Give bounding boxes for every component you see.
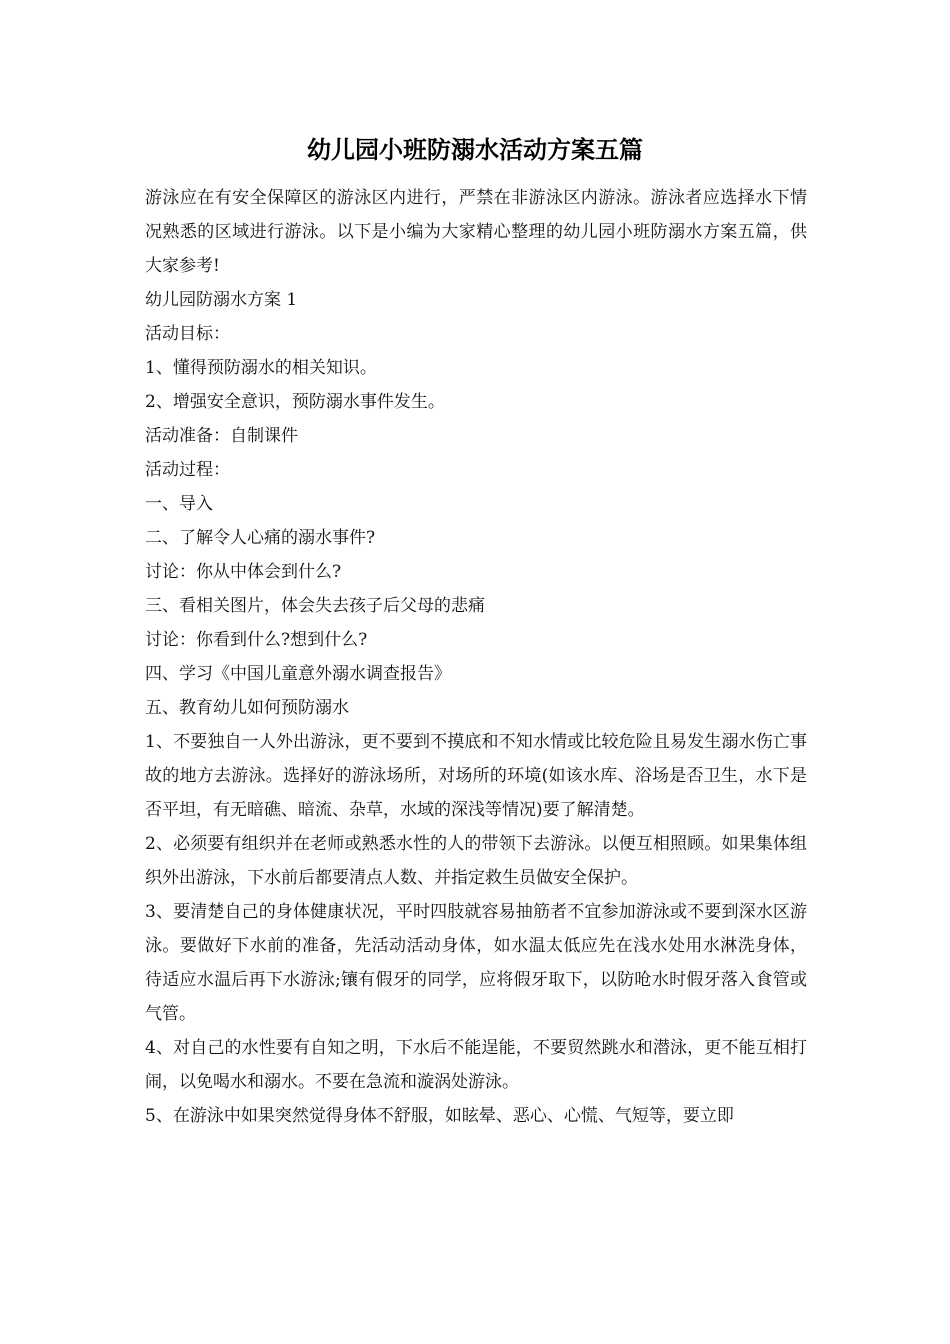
discussion-line: 讨论：你看到什么?想到什么? xyxy=(145,630,368,650)
goal-item: 1、懂得预防溺水的相关知识。 xyxy=(145,358,377,378)
process-step: 二、了解令人心痛的溺水事件? xyxy=(145,528,376,548)
goals-heading: 活动目标： xyxy=(145,324,230,344)
intro-paragraph: 游泳应在有安全保障区的游泳区内进行，严禁在非游泳区内游泳。游泳者应选择水下情况熟悉的区域进行游泳。以下是小编为大家精心整理的幼儿园小班防溺水方案五篇，供大家参考! xyxy=(145,188,807,276)
goal-item: 2、增强安全意识，预防溺水事件发生。 xyxy=(145,392,445,412)
safety-rule-paragraph: 5、在游泳中如果突然觉得身体不舒服，如眩晕、恶心、心慌、气短等，要立即 xyxy=(145,1106,734,1126)
document-body xyxy=(145,181,807,1133)
plan-heading: 幼儿园防溺水方案 1 xyxy=(145,290,298,310)
safety-rule-paragraph: 4、对自己的水性要有自知之明，下水后不能逞能，不要贸然跳水和潜泳，更不能互相打闹，以免喝水和溺水。不要在急流和漩涡处游泳。 xyxy=(145,1038,807,1092)
safety-rule-paragraph: 2、必须要有组织并在老师或熟悉水性的人的带领下去游泳。以便互相照顾。如果集体组织外出游泳，下水前后都要清点人数、并指定救生员做安全保护。 xyxy=(145,834,807,888)
discussion-line: 讨论：你从中体会到什么? xyxy=(145,562,342,582)
process-step: 四、学习《中国儿童意外溺水调查报告》 xyxy=(145,664,451,684)
process-heading: 活动过程： xyxy=(145,460,230,480)
process-step: 三、看相关图片，体会失去孩子后父母的悲痛 xyxy=(145,596,485,616)
safety-rule-paragraph: 3、要清楚自己的身体健康状况，平时四肢就容易抽筋者不宜参加游泳或不要到深水区游泳。要做好下水前的准备，先活动活动身体，如水温太低应先在浅水处用水淋洗身体，待适应水温后再下水游泳;镶有假牙的同学，应将假牙取下，以防呛水时假牙落入食管或气管。 xyxy=(145,902,807,1024)
document-title: 幼儿园小班防溺水活动方案五篇 xyxy=(307,135,643,164)
process-step: 一、导入 xyxy=(145,494,213,514)
safety-rule-paragraph: 1、不要独自一人外出游泳，更不要到不摸底和不知水情或比较危险且易发生溺水伤亡事故的地方去游泳。选择好的游泳场所，对场所的环境(如该水库、浴场是否卫生，水下是否平坦，有无暗礁、暗流、杂草，水域的深浅等情况)要了解清楚。 xyxy=(145,732,807,820)
process-step: 五、教育幼儿如何预防溺水 xyxy=(145,698,349,718)
preparation-line: 活动准备：自制课件 xyxy=(145,426,298,446)
